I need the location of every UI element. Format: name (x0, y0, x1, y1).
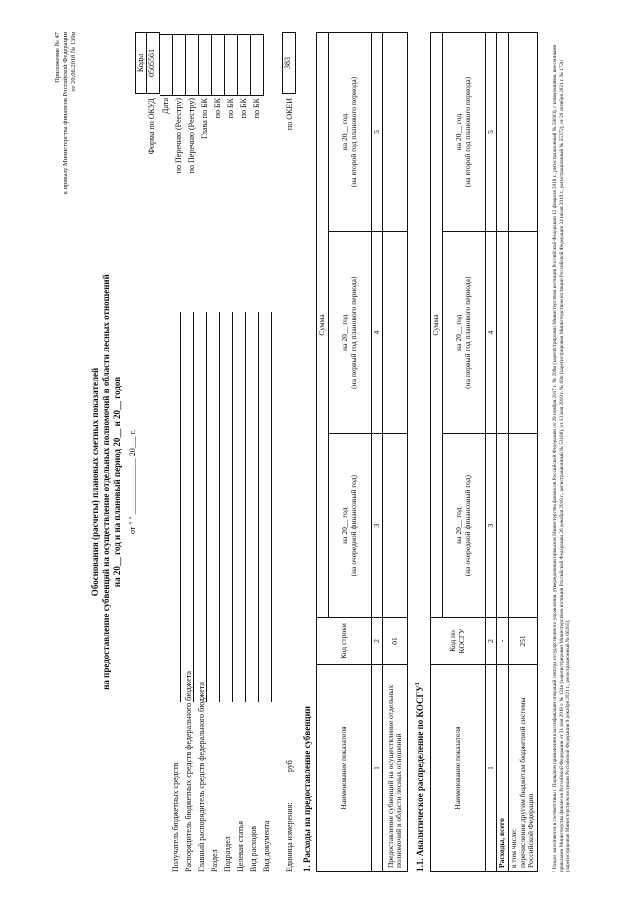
appendix-block (54, 32, 77, 194)
requisite-row (168, 312, 181, 872)
code-row (160, 32, 173, 114)
code-row-label: по БК (213, 98, 222, 119)
appendix-number: Приложение № 47 (54, 32, 61, 83)
section1-table (316, 32, 408, 872)
requisite-label: Распорядитель бюджетных средств федерального бюджета (184, 671, 194, 872)
requisite-label: Раздел (210, 849, 220, 872)
requisites-block (168, 312, 272, 872)
s11-col-code: Код по КОСГУ (431, 618, 486, 665)
okei-label: по ОКЕИ (285, 98, 294, 131)
codes-column (160, 32, 264, 174)
s11-col-sum: Сумма (431, 33, 443, 618)
title-line-2: на предоставление субвенций на осуществление отдельных полномочий в области лесных отношений (100, 274, 111, 690)
requisite-label: Получатель бюджетных средств (171, 762, 181, 872)
code-row-value[interactable] (238, 34, 251, 96)
code-row (199, 32, 212, 139)
s11-col-year1: на 20__ год (на очередной финансовый год) (442, 434, 485, 618)
s11-total-code: - (497, 618, 509, 665)
code-row-value[interactable] (173, 34, 186, 96)
title-date-line: от " " ______________ 20___ г. (128, 429, 138, 535)
requisite-input-line[interactable] (248, 312, 259, 702)
s11-row-year1-cell[interactable] (508, 434, 537, 618)
s1-col-sum: Сумма (317, 33, 329, 618)
title-block (90, 222, 138, 742)
s1-col-year2: на 20__ год (на первый год планового периода) (328, 232, 371, 434)
code-row (186, 32, 199, 174)
s11-col-year3: на 20__ год (на второй год планового периода) (442, 33, 485, 232)
s11-total-label: Расходы, всего (497, 665, 509, 872)
s11-num-3: 3 (485, 434, 497, 618)
requisite-row (207, 312, 220, 872)
requisite-row (246, 312, 259, 872)
s11-num-2: 2 (485, 618, 497, 665)
s11-row-year2-cell[interactable] (508, 232, 537, 434)
requisite-row (259, 312, 272, 872)
form-okud-code: 0505561 (146, 32, 160, 94)
requisite-row (194, 312, 207, 872)
requisite-label: Вид документа (262, 820, 272, 872)
requisite-input-line[interactable] (183, 312, 194, 702)
s11-row-code: 251 (508, 618, 537, 665)
code-row (225, 32, 238, 119)
s11-total-year2-cell[interactable] (497, 232, 509, 434)
requisite-label: Подраздел (223, 836, 233, 872)
footnote-text: ¹ Раздел заполняется в соответствии с Порядком применения классификации операций сектора государственного управления, утвержденным приказом Министерства финансов Российской Федерации от 29 ноября 2017 г. № 209н (зарегистрирован Министерством юстиции Российской Федерации 12 февраля 2018 г., регистрационный № 50003), с изменениями, внесенными приказами Министерства финансов Российской Федерации от 31 мая 2018 г. № 124н (зарегистрирован Министерством юстиции Российской Федерации 26 декабря 2018 г., регистрационный № 53188), от 13 мая 2019 г. № 69н (зарегистрирован Министерством юстиции Российской Федерации 24 июля 2019 г., регистрационный № 55372), от 29 октября 2021 г. № 172н (зарегистрирован Министерством юстиции Российской Федерации 9 декабря 2021 г., регистрационный № 66261). (552, 44, 571, 872)
s1-num-1: 1 (371, 665, 383, 872)
requisite-label: Главный распорядитель средств федерального бюджета (197, 682, 207, 872)
requisite-row (220, 312, 233, 872)
code-row-label: по БК (239, 98, 248, 119)
code-row-value[interactable] (160, 34, 173, 96)
code-row-value[interactable] (225, 34, 238, 96)
section11-heading: 1.1. Аналитическое распределение по КОСГУ$^1$ (415, 682, 425, 872)
requisite-input-line[interactable] (261, 312, 272, 702)
code-row-value[interactable] (251, 34, 264, 96)
s1-num-5: 5 (371, 33, 383, 232)
code-row-label: по Перечню (Реестру) (187, 98, 196, 174)
title-line-3: на 20__ год и на плановый период 20__ и 20__ годов (111, 376, 122, 588)
requisite-input-line[interactable] (170, 312, 181, 702)
codes-header: Коды (135, 32, 147, 94)
s11-total-year1-cell[interactable] (497, 434, 509, 618)
code-row-value[interactable] (186, 34, 199, 96)
s11-row-year3-cell[interactable] (508, 33, 537, 232)
code-row-label: Глава по БК (200, 98, 209, 139)
s1-col-year3: на 20__ год (на второй год планового периода) (328, 33, 371, 232)
s1-col-code: Код строки (317, 618, 372, 665)
code-row-label: Дата (161, 98, 170, 114)
s11-num-4: 4 (485, 232, 497, 434)
s11-col-year2: на 20__ год (на первый год планового периода) (442, 232, 485, 434)
appendix-date: от 20.06.2018 № 139н (69, 32, 77, 92)
requisite-label: Целевая статья (236, 820, 246, 872)
s1-row-year1-cell[interactable] (383, 434, 408, 618)
form-okud-label: Форма по ОКУД (147, 98, 156, 155)
section11-table (430, 32, 538, 872)
requisite-row (181, 312, 194, 872)
unit-label: Единица измерения: (285, 802, 294, 872)
s1-row-name: Предоставление субвенций на осуществление отдельных полномочий в области лесных отношений (383, 665, 408, 872)
s11-num-1: 1 (485, 665, 497, 872)
requisite-input-line[interactable] (196, 312, 207, 702)
s11-row-name: в том числе: перечисления другим бюджетам бюджетной системы Российской Федерации (508, 665, 537, 872)
title-line-1: Обоснования (расчеты) плановых сметных показателей (90, 367, 100, 597)
s1-col-year1: на 20__ год (на очередной финансовый год) (328, 434, 371, 618)
s1-row-year3-cell[interactable] (383, 33, 408, 232)
requisite-input-line[interactable] (235, 312, 246, 702)
unit-value: руб (285, 760, 294, 772)
section1-heading: 1. Расходы на предоставление субвенции (302, 706, 312, 872)
code-row (251, 32, 264, 119)
s1-num-4: 4 (371, 232, 383, 434)
code-row-label: по БК (252, 98, 261, 119)
code-row (212, 32, 225, 119)
s1-num-2: 2 (371, 618, 383, 665)
okei-code: 383 (282, 32, 296, 94)
rotated-form-sheet (40, 12, 600, 892)
s11-col-name: Наименование показателя (431, 665, 486, 872)
code-row (173, 32, 186, 174)
s11-num-5: 5 (485, 33, 497, 232)
requisite-row (233, 312, 246, 872)
code-row-value[interactable] (212, 34, 225, 96)
requisite-input-line[interactable] (222, 312, 233, 702)
s1-col-name: Наименование показателя (317, 665, 372, 872)
code-row-label: по Перечню (Реестру) (174, 98, 183, 174)
code-row-value[interactable] (199, 34, 212, 96)
s11-total-year3-cell[interactable] (497, 33, 509, 232)
s1-row-year2-cell[interactable] (383, 232, 408, 434)
requisite-input-line[interactable] (209, 312, 220, 702)
code-row (238, 32, 251, 119)
requisite-label: Вид расходов (249, 826, 259, 872)
code-row-label: по БК (226, 98, 235, 119)
appendix-order: к приказу Министерства финансов Российской Федерации (61, 32, 69, 195)
footnote-mark: 1 (415, 682, 421, 686)
s1-num-3: 3 (371, 434, 383, 618)
s1-row-code: 01 (383, 618, 408, 665)
